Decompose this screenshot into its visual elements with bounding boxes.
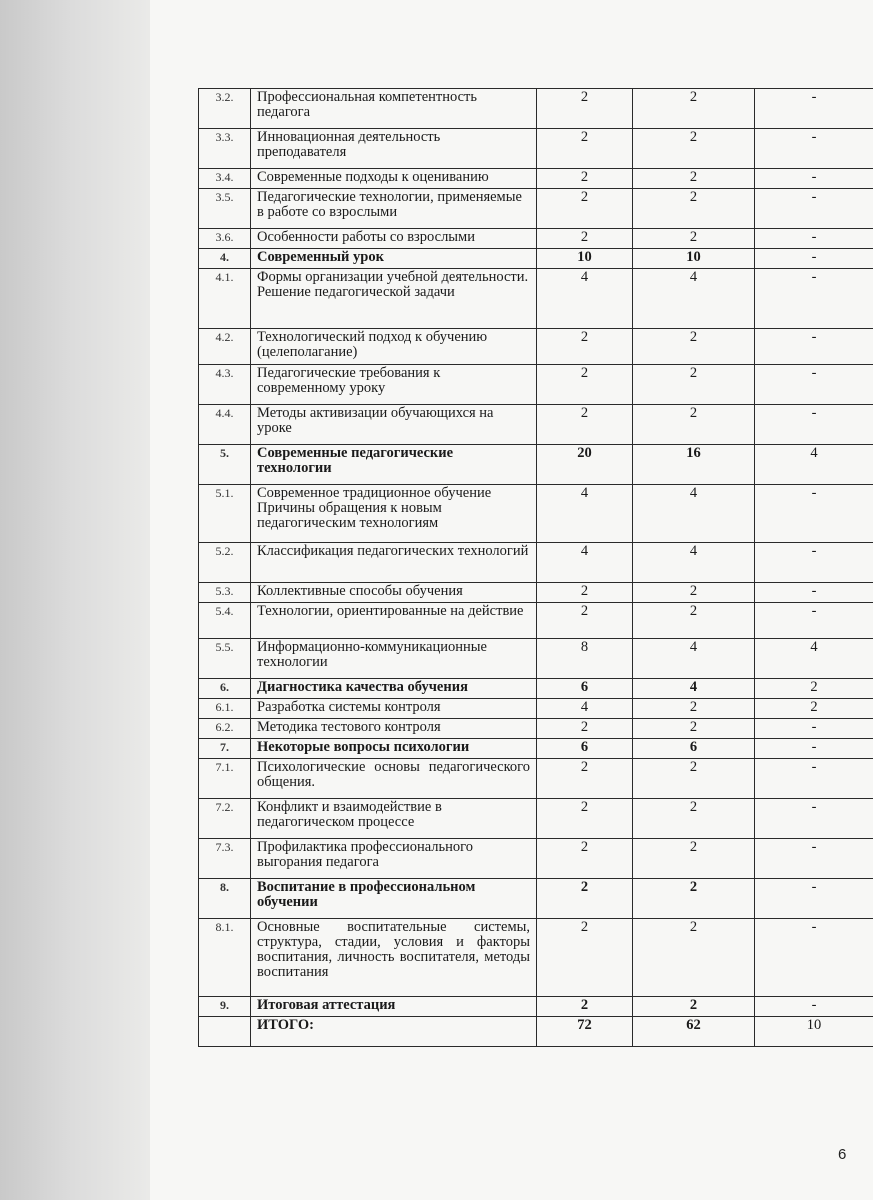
- topic-title-cell: Методы активизации обучающихся на уроке: [251, 405, 537, 445]
- table-row: [199, 997, 873, 1017]
- theory-hours-cell: 4: [633, 485, 755, 543]
- theory-hours-cell: 2: [633, 699, 755, 719]
- topic-title-cell: Информационно-коммуникационные технологии: [251, 639, 537, 679]
- topic-title-cell: Технологический подход к обучению (целеполагание): [251, 329, 537, 365]
- total-hours-cell: 6: [537, 739, 633, 759]
- row-number-cell: 8.: [199, 879, 251, 919]
- practice-hours-cell: 4: [755, 639, 873, 679]
- table-row: [199, 799, 873, 839]
- total-hours-cell: 2: [537, 603, 633, 639]
- row-number-cell: 3.4.: [199, 169, 251, 189]
- theory-hours-cell: 4: [633, 679, 755, 699]
- total-hours-cell: 20: [537, 445, 633, 485]
- table-row: [199, 719, 873, 739]
- practice-hours-cell: -: [755, 919, 873, 997]
- theory-hours-cell: 2: [633, 89, 755, 129]
- table-row: [199, 839, 873, 879]
- total-hours-cell: 2: [537, 189, 633, 229]
- topic-title-cell: Воспитание в профессиональном обучении: [251, 879, 537, 919]
- theory-hours-cell: 2: [633, 919, 755, 997]
- practice-hours-cell: -: [755, 739, 873, 759]
- practice-hours-cell: 2: [755, 699, 873, 719]
- table-row: [199, 543, 873, 583]
- table-row: [199, 759, 873, 799]
- theory-hours-cell: 2: [633, 603, 755, 639]
- topic-title-cell: Некоторые вопросы психологии: [251, 739, 537, 759]
- table-row: [199, 879, 873, 919]
- total-hours-cell: 10: [537, 249, 633, 269]
- row-number-cell: 4.1.: [199, 269, 251, 329]
- page-number: 6: [838, 1146, 847, 1163]
- table-row: [199, 405, 873, 445]
- curriculum-table-body: [199, 89, 873, 1047]
- theory-hours-cell: 62: [633, 1017, 755, 1047]
- theory-hours-cell: 16: [633, 445, 755, 485]
- practice-hours-cell: -: [755, 879, 873, 919]
- total-hours-cell: 4: [537, 485, 633, 543]
- topic-title-cell: Психологические основы педагогического общения.: [251, 759, 537, 799]
- row-number-cell: 9.: [199, 997, 251, 1017]
- total-hours-cell: 72: [537, 1017, 633, 1047]
- total-hours-cell: 2: [537, 719, 633, 739]
- topic-title-cell: Разработка системы контроля: [251, 699, 537, 719]
- table-row: [199, 249, 873, 269]
- total-hours-cell: 2: [537, 839, 633, 879]
- total-hours-cell: 2: [537, 405, 633, 445]
- table-row: [199, 919, 873, 997]
- practice-hours-cell: -: [755, 405, 873, 445]
- table-row: [199, 189, 873, 229]
- theory-hours-cell: 2: [633, 759, 755, 799]
- topic-title-cell: Конфликт и взаимодействие в педагогическом процессе: [251, 799, 537, 839]
- practice-hours-cell: -: [755, 249, 873, 269]
- table-row: [199, 269, 873, 329]
- table-row: [199, 699, 873, 719]
- theory-hours-cell: 2: [633, 879, 755, 919]
- practice-hours-cell: 10: [755, 1017, 873, 1047]
- table-row: [199, 445, 873, 485]
- topic-title-cell: Профессиональная компетентность педагога: [251, 89, 537, 129]
- table-row: [199, 365, 873, 405]
- practice-hours-cell: -: [755, 997, 873, 1017]
- table-row: [199, 229, 873, 249]
- practice-hours-cell: 4: [755, 445, 873, 485]
- topic-title-cell: Технологии, ориентированные на действие: [251, 603, 537, 639]
- table-row: [199, 129, 873, 169]
- total-hours-cell: 4: [537, 543, 633, 583]
- table-row: [199, 89, 873, 129]
- theory-hours-cell: 2: [633, 329, 755, 365]
- total-hours-cell: 2: [537, 759, 633, 799]
- total-hours-cell: 2: [537, 89, 633, 129]
- topic-title-cell: Особенности работы со взрослыми: [251, 229, 537, 249]
- total-hours-cell: 2: [537, 879, 633, 919]
- topic-title-cell: ИТОГО:: [251, 1017, 537, 1047]
- row-number-cell: 3.6.: [199, 229, 251, 249]
- table-row: [199, 485, 873, 543]
- table-row: [199, 329, 873, 365]
- topic-title-cell: Современные педагогические технологии: [251, 445, 537, 485]
- practice-hours-cell: -: [755, 485, 873, 543]
- theory-hours-cell: 6: [633, 739, 755, 759]
- topic-title-cell: Педагогические технологии, применяемые в работе со взрослыми: [251, 189, 537, 229]
- theory-hours-cell: 2: [633, 365, 755, 405]
- total-hours-cell: 2: [537, 329, 633, 365]
- practice-hours-cell: -: [755, 169, 873, 189]
- theory-hours-cell: 2: [633, 405, 755, 445]
- row-number-cell: 6.1.: [199, 699, 251, 719]
- topic-title-cell: Современные подходы к оцениванию: [251, 169, 537, 189]
- topic-title-cell: Коллективные способы обучения: [251, 583, 537, 603]
- table-row: [199, 603, 873, 639]
- row-number-cell: 4.2.: [199, 329, 251, 365]
- practice-hours-cell: -: [755, 603, 873, 639]
- row-number-cell: 5.4.: [199, 603, 251, 639]
- table-row: [199, 169, 873, 189]
- theory-hours-cell: 4: [633, 543, 755, 583]
- topic-title-cell: Формы организации учебной деятельности. Решение педагогической задачи: [251, 269, 537, 329]
- row-number-cell: 3.2.: [199, 89, 251, 129]
- theory-hours-cell: 10: [633, 249, 755, 269]
- table-row: [199, 739, 873, 759]
- total-hours-cell: 2: [537, 129, 633, 169]
- practice-hours-cell: -: [755, 839, 873, 879]
- total-hours-cell: 2: [537, 919, 633, 997]
- row-number-cell: [199, 1017, 251, 1047]
- scan-left-edge: [0, 0, 160, 1200]
- theory-hours-cell: 2: [633, 169, 755, 189]
- total-hours-cell: 4: [537, 699, 633, 719]
- practice-hours-cell: -: [755, 543, 873, 583]
- practice-hours-cell: 2: [755, 679, 873, 699]
- row-number-cell: 4.: [199, 249, 251, 269]
- total-hours-cell: 4: [537, 269, 633, 329]
- theory-hours-cell: 4: [633, 639, 755, 679]
- row-number-cell: 4.4.: [199, 405, 251, 445]
- table-row: [199, 583, 873, 603]
- curriculum-table: [198, 88, 873, 1047]
- topic-title-cell: Методика тестового контроля: [251, 719, 537, 739]
- theory-hours-cell: 2: [633, 719, 755, 739]
- row-number-cell: 7.1.: [199, 759, 251, 799]
- row-number-cell: 5.: [199, 445, 251, 485]
- row-number-cell: 7.: [199, 739, 251, 759]
- topic-title-cell: Итоговая аттестация: [251, 997, 537, 1017]
- total-hours-cell: 2: [537, 997, 633, 1017]
- total-hours-cell: 2: [537, 583, 633, 603]
- practice-hours-cell: -: [755, 189, 873, 229]
- total-hours-cell: 2: [537, 169, 633, 189]
- table-row: [199, 639, 873, 679]
- row-number-cell: 4.3.: [199, 365, 251, 405]
- row-number-cell: 8.1.: [199, 919, 251, 997]
- row-number-cell: 3.5.: [199, 189, 251, 229]
- practice-hours-cell: -: [755, 89, 873, 129]
- topic-title-cell: Инновационная деятельность преподавателя: [251, 129, 537, 169]
- topic-title-cell: Основные воспитательные системы, структура, стадии, условия и факторы воспитания, личность воспитателя, методы воспитания: [251, 919, 537, 997]
- practice-hours-cell: -: [755, 583, 873, 603]
- row-number-cell: 7.3.: [199, 839, 251, 879]
- practice-hours-cell: -: [755, 329, 873, 365]
- theory-hours-cell: 2: [633, 129, 755, 169]
- total-hours-cell: 8: [537, 639, 633, 679]
- row-number-cell: 5.5.: [199, 639, 251, 679]
- practice-hours-cell: -: [755, 129, 873, 169]
- topic-title-cell: Педагогические требования к современному уроку: [251, 365, 537, 405]
- theory-hours-cell: 2: [633, 997, 755, 1017]
- practice-hours-cell: -: [755, 229, 873, 249]
- topic-title-cell: Современный урок: [251, 249, 537, 269]
- row-number-cell: 5.3.: [199, 583, 251, 603]
- total-hours-cell: 2: [537, 365, 633, 405]
- theory-hours-cell: 2: [633, 229, 755, 249]
- topic-title-cell: Профилактика профессионального выгорания педагога: [251, 839, 537, 879]
- total-hours-cell: 6: [537, 679, 633, 699]
- practice-hours-cell: -: [755, 799, 873, 839]
- row-number-cell: 5.2.: [199, 543, 251, 583]
- theory-hours-cell: 2: [633, 839, 755, 879]
- total-hours-cell: 2: [537, 799, 633, 839]
- theory-hours-cell: 2: [633, 583, 755, 603]
- practice-hours-cell: -: [755, 719, 873, 739]
- total-hours-cell: 2: [537, 229, 633, 249]
- theory-hours-cell: 2: [633, 189, 755, 229]
- practice-hours-cell: -: [755, 269, 873, 329]
- practice-hours-cell: -: [755, 365, 873, 405]
- row-number-cell: 7.2.: [199, 799, 251, 839]
- table-row: [199, 679, 873, 699]
- row-number-cell: 5.1.: [199, 485, 251, 543]
- row-number-cell: 6.2.: [199, 719, 251, 739]
- topic-title-cell: Классификация педагогических технологий: [251, 543, 537, 583]
- theory-hours-cell: 2: [633, 799, 755, 839]
- theory-hours-cell: 4: [633, 269, 755, 329]
- practice-hours-cell: -: [755, 759, 873, 799]
- row-number-cell: 6.: [199, 679, 251, 699]
- topic-title-cell: Диагностика качества обучения: [251, 679, 537, 699]
- table-row: [199, 1017, 873, 1047]
- topic-title-cell: Современное традиционное обучение Причины обращения к новым педагогическим технологиям: [251, 485, 537, 543]
- row-number-cell: 3.3.: [199, 129, 251, 169]
